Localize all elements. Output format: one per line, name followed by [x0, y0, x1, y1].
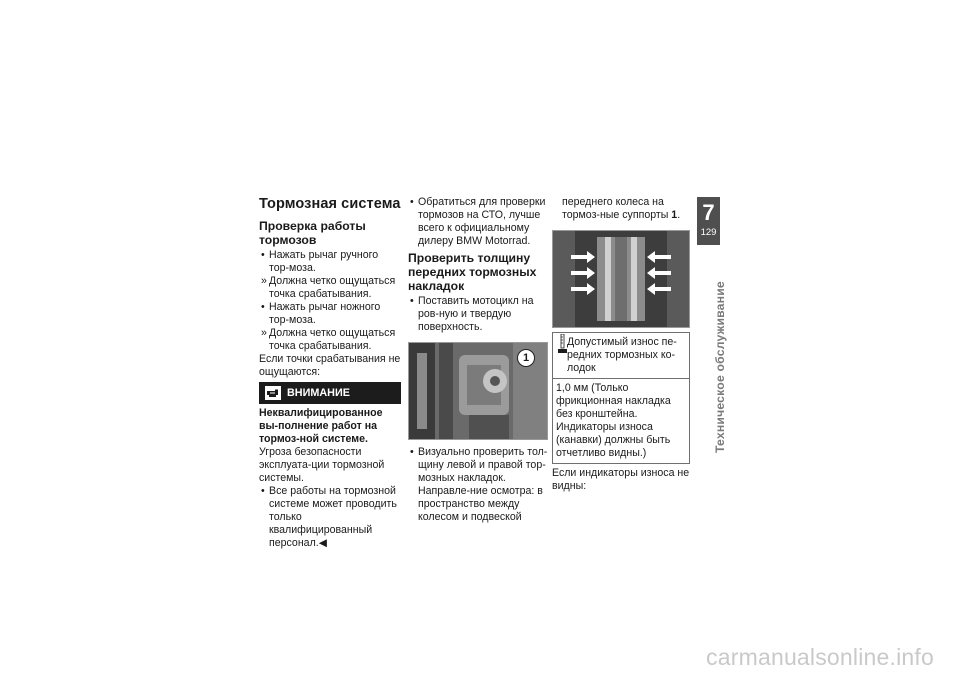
watermark-text: carmanualsonline.info: [706, 644, 934, 670]
brake-caliper-photo: [408, 342, 548, 440]
brake-pad-wear-photo: [552, 230, 690, 328]
chapter-number: 7: [702, 200, 715, 225]
warning-banner: [259, 382, 401, 404]
column-left: [259, 196, 401, 550]
step-bullet: • Поставить мотоцикл на ров-ную и твердую поверхность.: [408, 295, 548, 334]
brake-pad-illustration: [553, 231, 689, 327]
spec-value: 1,0 мм (Только фрикционная накладка без кронштейна. Индикаторы износа (канавки) должны быть отчетливо видны.): [556, 382, 671, 459]
ruler-icon: [558, 334, 567, 354]
section-heading-brake-check: Проверка работы тормозов: [259, 219, 366, 247]
photo-callout: 1: [517, 349, 535, 367]
after-spec-text: Если индикаторы износа не видны:: [552, 467, 690, 492]
spec-label-row: [553, 333, 689, 378]
arrow-left-icon: [647, 251, 671, 295]
spec-label: Допустимый износ пе-редних тормозных ко-лодок: [567, 336, 677, 374]
page-title: Тормозная система: [259, 196, 401, 212]
step-bullet: • Обратиться для проверки тормозов на СТО, лучше всего к официальному дилеру BMW Motorrad.: [408, 196, 548, 248]
if-not-text: Если точки срабатывания не ощущаются:: [259, 353, 401, 378]
spec-table: [552, 332, 690, 464]
hand-pointer-icon: [265, 386, 281, 400]
section-heading-brake-pads: Проверить толщину передних тормозных накладок: [408, 251, 537, 293]
arrow-right-icon: [571, 251, 595, 295]
column-right: [552, 196, 692, 493]
step-result: » Должна четко ощущаться точка срабатывания.: [259, 327, 401, 353]
column-middle: [408, 196, 548, 524]
page-number: 129: [700, 227, 717, 238]
warning-title: Неквалифицированное вы-полнение работ на тормоз-ной системе.: [259, 407, 383, 445]
step-bullet: • Нажать рычаг ножного тор-моза.: [259, 301, 401, 327]
step-bullet: • Нажать рычаг ручного тор-моза.: [259, 249, 401, 275]
continued-text-body: переднего колеса на тормоз-ные суппорты: [562, 196, 669, 221]
warning-label: ВНИМАНИЕ: [287, 386, 350, 399]
chapter-tab: [697, 197, 720, 245]
warning-bullet: • Все работы на тормозной системе может проводить только квалифицированный персонал.◀: [259, 485, 401, 550]
warning-text: Угроза безопасности эксплуата-ции тормозной системы.: [259, 446, 385, 484]
step-bullet: • Визуально проверить тол-щину левой и правой тор-мозных накладок. Направле-ние осмотра: в пространство между колесом и подвеской: [408, 446, 548, 524]
step-result: » Должна четко ощущаться точка срабатывания.: [259, 275, 401, 301]
continued-text: переднего колеса на тормоз-ные суппорты 1.: [562, 196, 681, 221]
callout-reference: 1: [671, 209, 678, 221]
spec-value-row: [553, 378, 689, 463]
chapter-section-title: Техническое обслуживание: [713, 281, 727, 453]
